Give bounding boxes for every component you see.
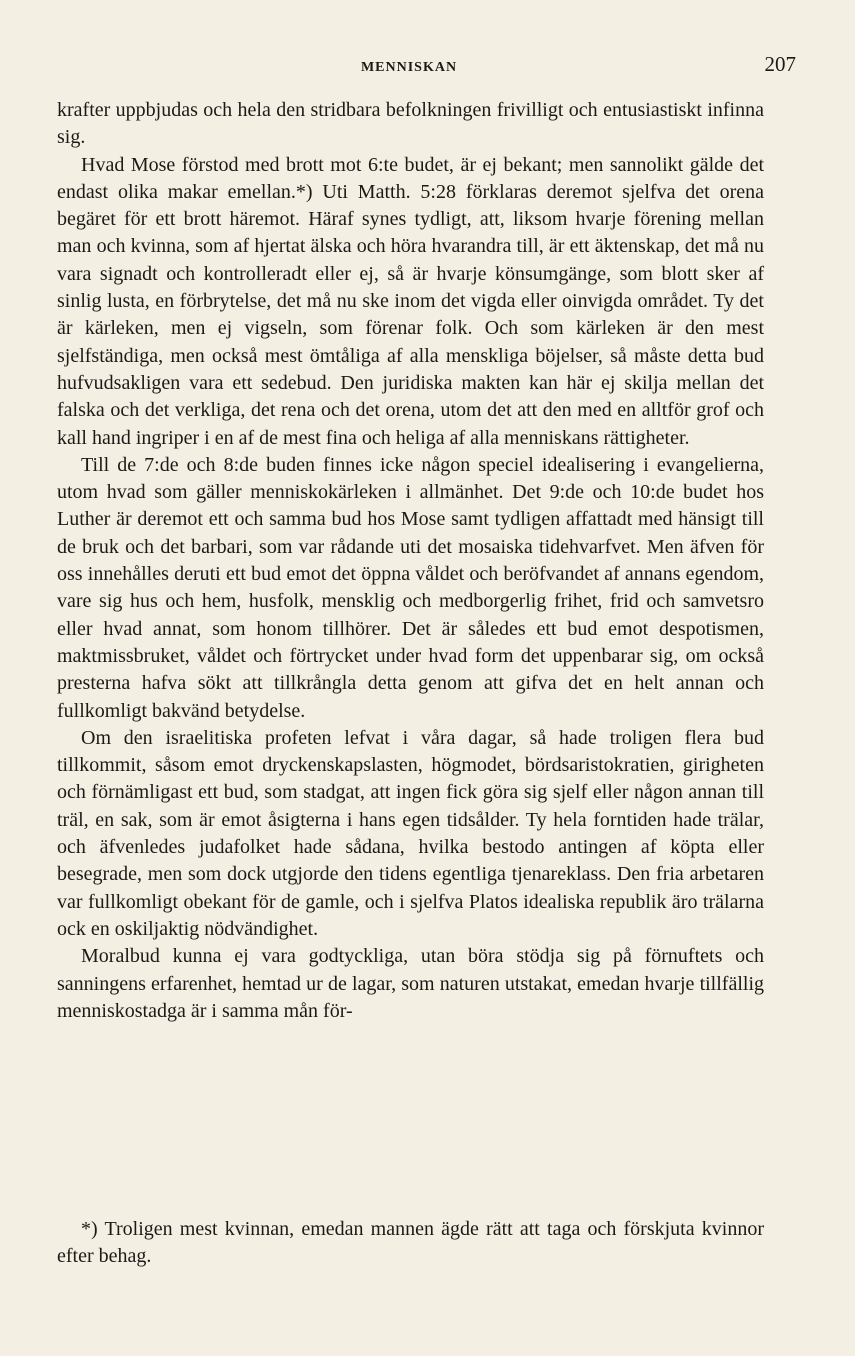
body-text (57, 97, 764, 1025)
running-head: MENNISKAN (360, 60, 458, 75)
paragraph-israelite-prophet: Om den israelitiska profeten lefvat i våra dagar, så hade troligen flera bud tillkommit, såsom emot dryckenskapslasten, högmodet, bördsaristokratien, girigheten och förnämligast ett bud, som stadgat, att ingen fick göra sig sjelf eller någon annan till träl, en sak, som är emot åsigterna i hans egen tidsålder. Ty hela forntiden hade trälar, och äfvenledes judafolket hade sådana, hvilka bestodo antingen af köpta eller besegrade, men som dock utgjorde den tidens egentliga tjenareklass. Den fria arbetaren var fullkomligt obekant för de gamle, och i sjelfva Platos idealiska republik äro trälarna ock en oskiljaktig nödvändighet. (57, 726, 764, 940)
paragraph-moral-commandments: Moralbud kunna ej vara godtyckliga, utan böra stödja sig på förnuftets och sanningens erfarenhet, hemtad ur de lagar, som naturen utstakat, emedan hvarje tillfällig menniskostadga är i samma mån för- (57, 945, 764, 1022)
paragraph-seventh-to-tenth: Till de 7:de och 8:de buden finnes icke någon speciel idealisering i evangelierna, utom hvad som gäller menniskokärleken i allmänhet. Det 9:de och 10:de budet hos Luther är deremot ett och samma bud hos Mose samt tydligen affattadt med hänsigt till de bruk och det barbari, som var rådande uti det mosaiska tidehvarfvet. Men äfven för oss innehålles deruti ett bud emot det öppna våldet och beröfvandet af annans egendom, vare sig hus och hem, husfolk, mensklig och medborgerlig frihet, frid och samvetsro eller hvad annat, som honom tillhörer. Det är således ett bud emot despotismen, maktmissbruket, våldet och förtrycket under hvad form det uppenbarar sig, om också presterna hafva sökt att tillkrångla detta genom att gifva det en helt annan och fullkomligt bakvänd betydelse. (57, 453, 764, 722)
footnote (57, 1216, 764, 1270)
footnote-text: *) Troligen mest kvinnan, emedan mannen ägde rätt att taga och förskjuta kvinnor efter behag. (57, 1218, 764, 1267)
page-header (57, 52, 796, 82)
paragraph-sixth-commandment: Hvad Mose förstod med brott mot 6:te budet, är ej bekant; men sannolikt gälde det endast olika makar emellan.*) Uti Matth. 5:28 förklaras deremot sjelfva det orena begäret för ett brott häremot. Häraf synes tydligt, att, liksom hvarje förening mellan man och kvinna, som af hjertat älska och höra hvarandra till, är ett äktenskap, det må nu vara signadt och kontrolleradt eller ej, så är hvarje könsumgänge, som blott sker af sinlig lusta, en förbrytelse, det må nu ske inom det vigda eller oinvigda området. Ty det är kärleken, men ej vigseln, som förenar folk. Och som kärleken är den mest sjelfständiga, men också mest ömtåliga af alla menskliga böjelser, så måste detta bud hufvudsakligen vara ett sedebud. Den juridiska makten kan här ej skilja mellan det falska och det verkliga, det rena och det orena, utom det att den med en alltför grof och kall hand ingriper i en af de mest fina och heliga af alla menniskans rättigheter. (57, 153, 764, 449)
paragraph-continuation: krafter uppbjudas och hela den stridbara befolkningen frivilligt och entusiastiskt infinna sig. (57, 99, 764, 149)
page-number: 207 (764, 52, 796, 76)
